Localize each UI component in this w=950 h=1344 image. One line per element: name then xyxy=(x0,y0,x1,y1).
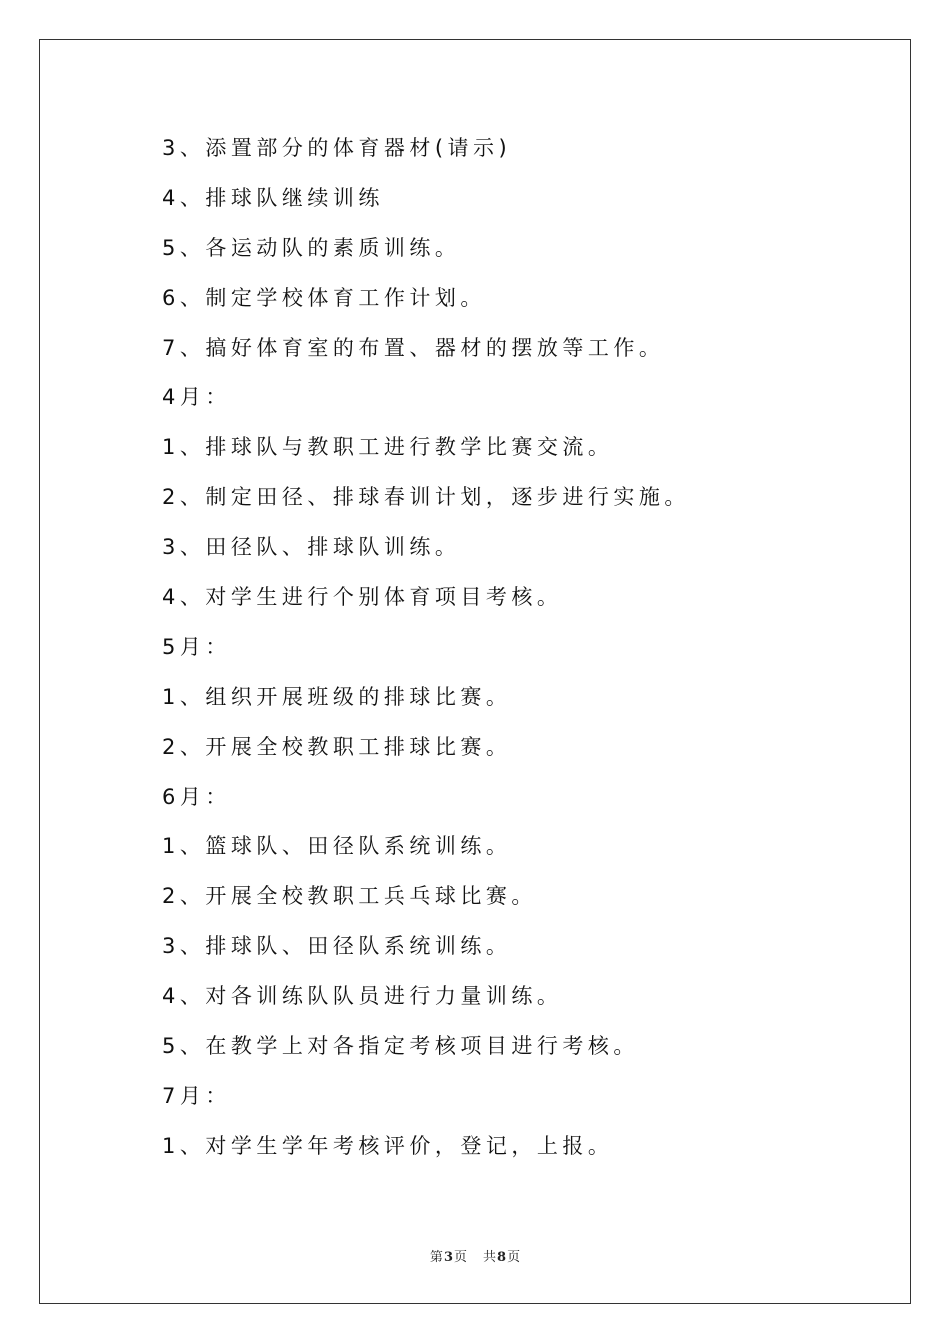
page-prefix: 第 xyxy=(429,1250,443,1265)
total-suffix: 页 xyxy=(507,1250,521,1265)
document-body xyxy=(162,130,862,1178)
total-pages: 8 xyxy=(497,1250,507,1265)
month-heading: 5月： xyxy=(162,634,231,659)
text-line: 2、开展全校教职工排球比赛。 xyxy=(162,734,512,759)
page-suffix: 页 xyxy=(453,1250,467,1265)
text-line: 6、制定学校体育工作计划。 xyxy=(162,285,486,310)
text-line: 4、排球队继续训练 xyxy=(162,185,384,210)
text-line: 1、排球队与教职工进行教学比赛交流。 xyxy=(162,435,614,460)
text-line: 1、组织开展班级的排球比赛。 xyxy=(162,684,512,709)
text-line: 3、添置部分的体育器材(请示) xyxy=(162,136,512,160)
total-prefix: 共 xyxy=(483,1250,497,1265)
text-line: 3、田径队、排球队训练。 xyxy=(162,535,461,560)
text-line: 5、各运动队的素质训练。 xyxy=(162,235,461,260)
text-line: 4、对学生进行个别体育项目考核。 xyxy=(162,585,563,610)
text-line: 2、开展全校教职工兵乓球比赛。 xyxy=(162,884,537,909)
text-line: 7、搞好体育室的布置、器材的摆放等工作。 xyxy=(162,335,665,360)
text-line: 5、在教学上对各指定考核项目进行考核。 xyxy=(162,1034,639,1059)
text-line: 2、制定田径、排球春训计划，逐步进行实施。 xyxy=(162,485,690,510)
month-heading: 4月： xyxy=(162,385,231,410)
text-line: 1、篮球队、田径队系统训练。 xyxy=(162,834,512,859)
month-heading: 7月： xyxy=(162,1083,231,1108)
page-number: 3 xyxy=(443,1250,453,1265)
page-footer xyxy=(0,1246,950,1265)
text-line: 1、对学生学年考核评价，登记，上报。 xyxy=(162,1133,614,1158)
text-line: 4、对各训练队队员进行力量训练。 xyxy=(162,984,563,1009)
month-heading: 6月： xyxy=(162,784,231,809)
text-line: 3、排球队、田径队系统训练。 xyxy=(162,934,512,959)
